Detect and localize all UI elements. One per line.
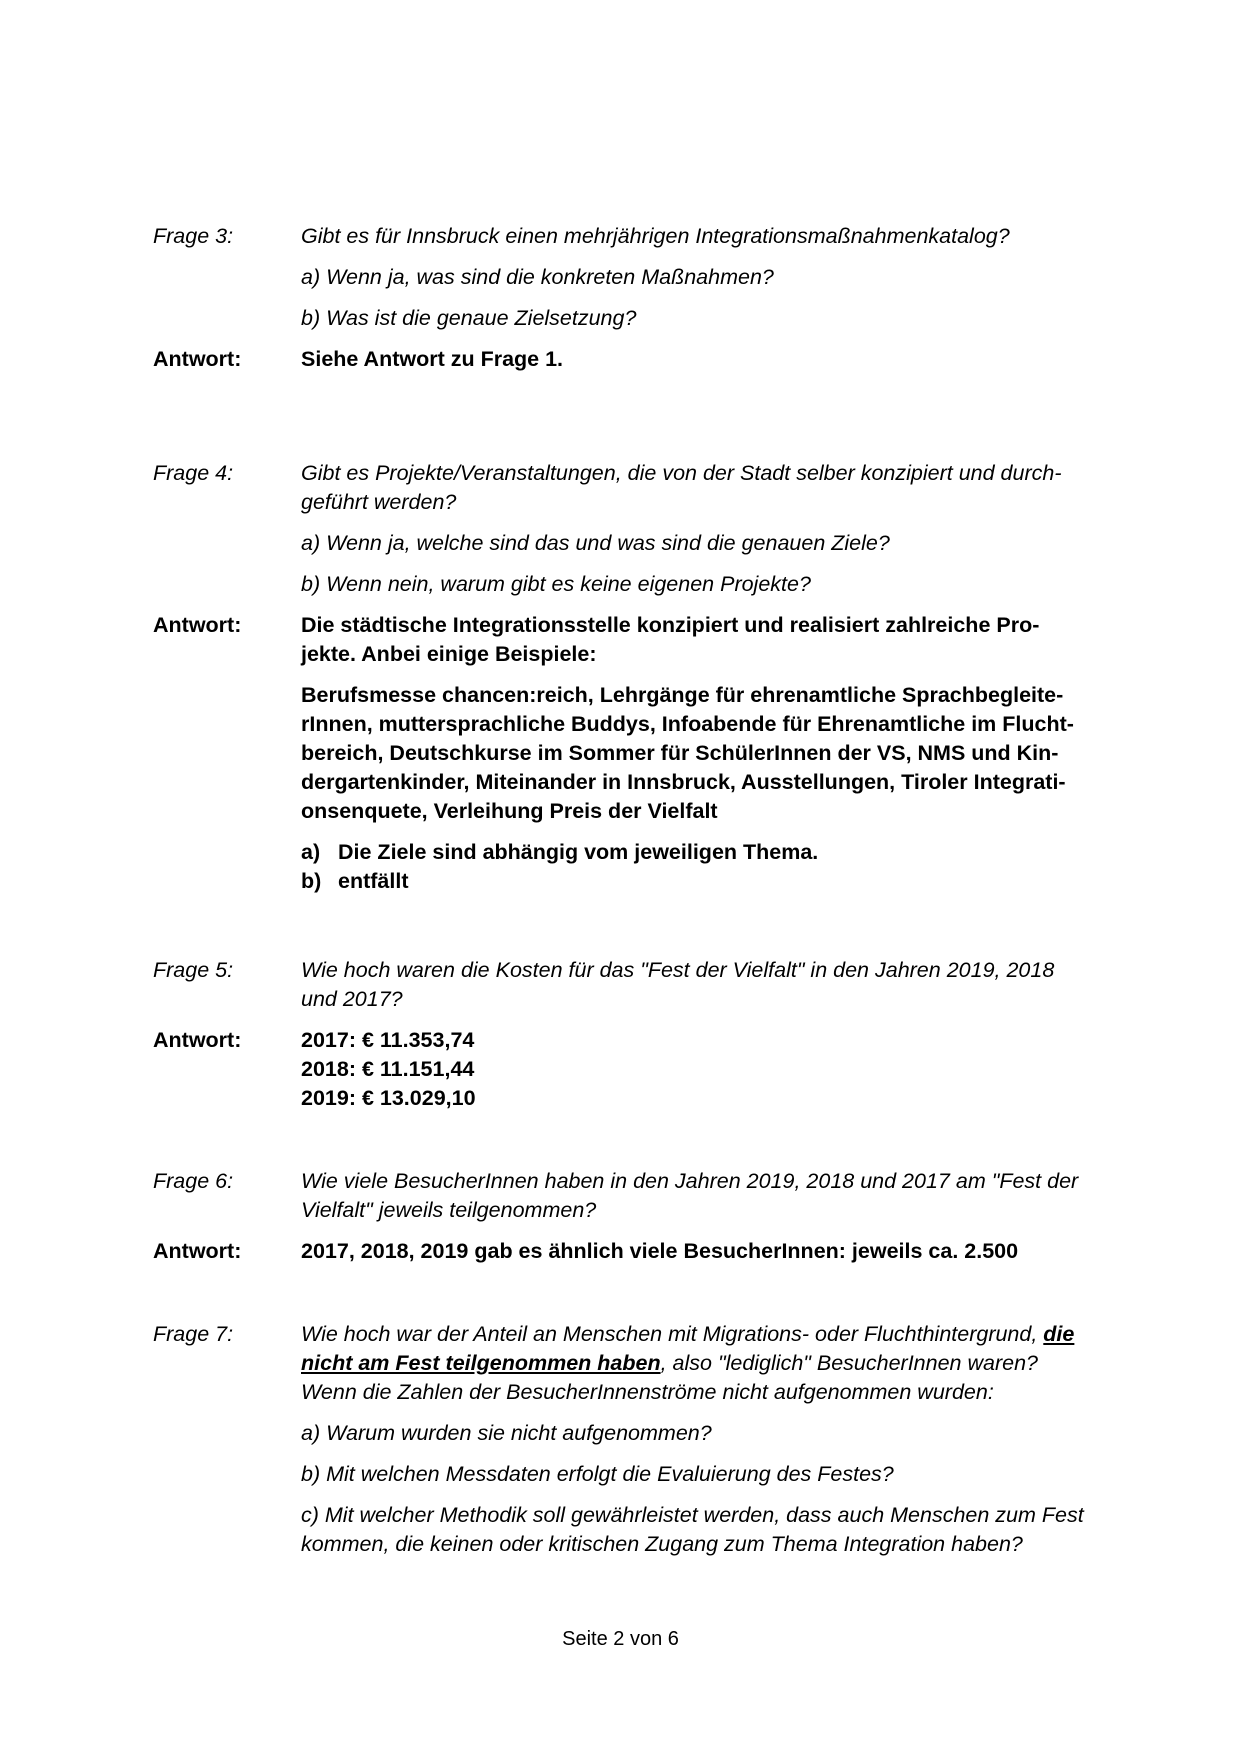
cost-2018: 2018: € 11.151,44	[301, 1057, 475, 1081]
example-line: Berufsmesse chancen:reich, Lehrgänge für ehrenamtliche Sprachbegleite-	[301, 683, 1064, 707]
list-item	[301, 867, 1133, 896]
question-7-sub-c-line-2: kommen, die keinen oder kritischen Zugang zum Thema Integration haben?	[301, 1532, 1023, 1556]
question-4-label: Frage 4:	[153, 461, 234, 485]
question-7-text-line-3: Wenn die Zahlen der BesucherInnenströme nicht aufgenommen wurden:	[301, 1380, 994, 1404]
question-4-block	[153, 459, 1133, 896]
question-3-label: Frage 3:	[153, 224, 234, 248]
question-7-sub-a: a) Warum wurden sie nicht aufgenommen?	[301, 1421, 712, 1445]
question-6-label: Frage 6:	[153, 1169, 234, 1193]
question-6-text-line-1: Wie viele BesucherInnen haben in den Jahren 2019, 2018 und 2017 am "Fest der	[301, 1169, 1079, 1193]
example-line: dergartenkinder, Miteinander in Innsbruck, Ausstellungen, Tiroler Integrati-	[301, 770, 1066, 794]
answer-4-label: Antwort:	[153, 613, 242, 637]
question-4-text-line-2: geführt werden?	[301, 490, 457, 514]
cost-2019: 2019: € 13.029,10	[301, 1086, 476, 1110]
answer-6-label: Antwort:	[153, 1239, 242, 1263]
question-7-sub-c-line-1: c) Mit welcher Methodik soll gewährleistet werden, dass auch Menschen zum Fest	[301, 1503, 1084, 1527]
question-7-emphasis: nicht am Fest teilgenommen haben	[301, 1351, 661, 1375]
question-4-sub-b: b) Wenn nein, warum gibt es keine eigenen Projekte?	[301, 572, 811, 596]
question-7-text-line-2	[301, 1349, 1133, 1378]
question-5-label: Frage 5:	[153, 958, 234, 982]
question-7-text-line-1	[301, 1320, 1133, 1349]
question-7-emphasis: die	[1043, 1322, 1075, 1346]
question-6-block	[153, 1167, 1133, 1266]
answer-4-examples	[301, 681, 1133, 826]
answer-3-label: Antwort:	[153, 347, 242, 371]
answer-3-text: Siehe Antwort zu Frage 1.	[301, 347, 564, 371]
list-marker: b)	[301, 869, 322, 893]
page-footer: Seite 2 von 6	[562, 1628, 679, 1650]
list-text: entfällt	[338, 869, 409, 893]
question-7-sub-b: b) Mit welchen Messdaten erfolgt die Evaluierung des Festes?	[301, 1462, 894, 1486]
question-3-block	[153, 222, 1133, 374]
question-6-text-line-2: Vielfalt" jeweils teilgenommen?	[301, 1198, 597, 1222]
question-3-text: Gibt es für Innsbruck einen mehrjährigen Integrationsmaßnahmenkatalog?	[301, 224, 1010, 248]
question-7-label: Frage 7:	[153, 1322, 234, 1346]
list-marker: a)	[301, 840, 321, 864]
cost-2017: 2017: € 11.353,74	[301, 1028, 475, 1052]
question-4-text-line-1: Gibt es Projekte/Veranstaltungen, die von der Stadt selber konzipiert und durch-	[301, 461, 1062, 485]
example-line: bereich, Deutschkurse im Sommer für SchülerInnen der VS, NMS und Kin-	[301, 741, 1059, 765]
answer-4-text-line-2: jekte. Anbei einige Beispiele:	[301, 642, 597, 666]
question-4-sub-a: a) Wenn ja, welche sind das und was sind die genauen Ziele?	[301, 531, 890, 555]
question-5-text-line-1: Wie hoch waren die Kosten für das "Fest der Vielfalt" in den Jahren 2019, 2018	[301, 958, 1055, 982]
question-3-sub-a: a) Wenn ja, was sind die konkreten Maßnahmen?	[301, 265, 774, 289]
answer-4-list	[301, 838, 1133, 896]
question-5-block	[153, 956, 1133, 1113]
answer-5-label: Antwort:	[153, 1028, 242, 1052]
question-7-text-plain: Wie hoch war der Anteil an Menschen mit Migrations- oder Fluchthintergrund,	[301, 1322, 1044, 1346]
answer-6-text: 2017, 2018, 2019 gab es ähnlich viele BesucherInnen: jeweils ca. 2.500	[301, 1239, 1019, 1263]
question-3-sub-b: b) Was ist die genaue Zielsetzung?	[301, 306, 637, 330]
list-text: Die Ziele sind abhängig vom jeweiligen Thema.	[338, 840, 819, 864]
answer-4-text-line-1: Die städtische Integrationsstelle konzipiert und realisiert zahlreiche Pro-	[301, 613, 1040, 637]
question-7-block	[153, 1320, 1133, 1559]
question-5-text-line-2: und 2017?	[301, 987, 403, 1011]
example-line: onsenquete, Verleihung Preis der Vielfalt	[301, 799, 718, 823]
example-line: rInnen, muttersprachliche Buddys, Infoabende für Ehrenamtliche im Flucht-	[301, 712, 1074, 736]
list-item	[301, 838, 1133, 867]
question-7-text-plain: , also "lediglich" BesucherInnen waren?	[660, 1351, 1038, 1375]
